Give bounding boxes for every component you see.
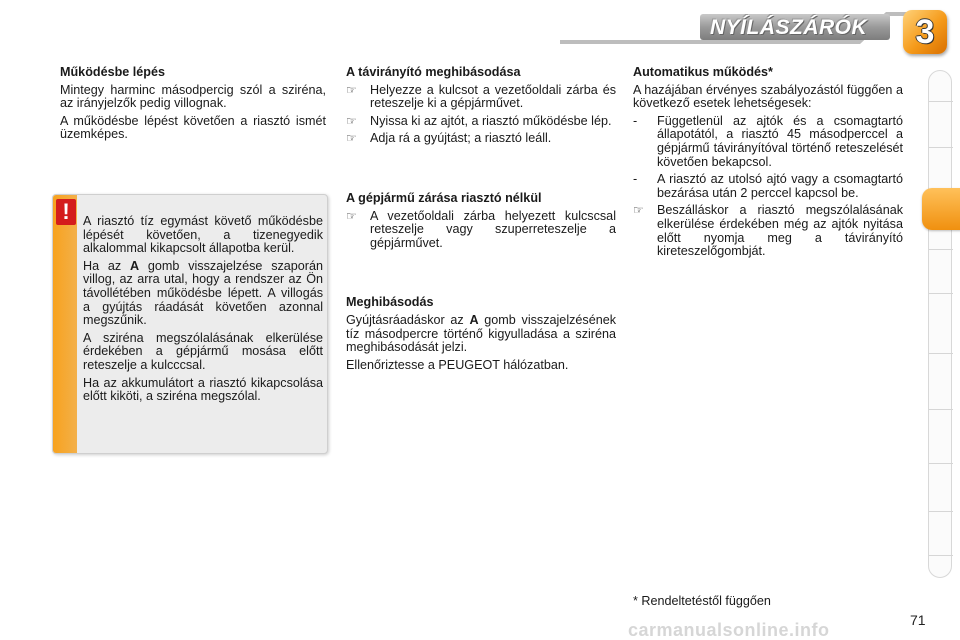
paragraph: Mintegy harminc másodpercig szól a sziréna, az irányjelzők pedig villognak. <box>60 82 326 111</box>
exclamation-icon: ! <box>56 199 76 225</box>
paragraph: Ellenőriztesse a PEUGEOT hálózatban. <box>346 357 569 372</box>
list-item-text: Adja rá a gyújtást; a riasztó leáll. <box>370 131 552 146</box>
list-item <box>346 210 616 251</box>
paragraph: A működésbe lépést követően a riasztó ismét üzemképes. <box>60 113 326 142</box>
section-heading: Meghibásodás <box>346 295 434 310</box>
text-fragment: Gyújtásráadáskor az <box>346 312 464 327</box>
tab-separator <box>929 293 953 294</box>
text-fragment: gomb visszajelzése szaporán villog, az arra utal, hogy a rendszer az Ön távollétében működésbe lépett. A villogás a gyújtás ráadását követően azonnal megszűnik. <box>83 258 323 328</box>
paragraph: A sziréna megszólalásának elkerülése érdekében a gépjármű mosása előtt reteszelje a kulcccsal. <box>83 330 323 372</box>
pointing-hand-icon: ☞ <box>346 131 357 146</box>
column-right <box>633 66 903 263</box>
tab-separator <box>929 555 953 556</box>
warning-box <box>52 194 328 454</box>
list-item <box>633 173 903 200</box>
list-item-text: Beszálláskor a riasztó megszólalásának elkerülése érdekében még az ajtók nyitása előtt nyomja meg a távirányító kireteszelőgombját. <box>657 203 903 259</box>
section-heading: Automatikus működés* <box>633 65 773 79</box>
section-heading: A gépjármű zárása riasztó nélkül <box>346 190 542 205</box>
list-item-text: Nyissa ki az ajtót, a riasztó működésbe lép. <box>370 113 612 128</box>
chapter-tabs <box>928 70 960 580</box>
key-label: A <box>469 312 479 327</box>
footnote: * Rendeltetéstől függően <box>633 594 771 608</box>
dash-marker: - <box>633 172 638 187</box>
page-number: 71 <box>910 612 926 628</box>
paragraph <box>346 314 616 355</box>
list-item <box>633 204 903 258</box>
list-item <box>346 132 616 146</box>
column-left <box>60 66 326 146</box>
chapter-tab-rail <box>928 70 952 578</box>
text-fragment: Ha az <box>83 258 122 273</box>
tab-separator <box>929 249 953 250</box>
pointing-hand-icon: ☞ <box>346 82 357 97</box>
spacer <box>346 254 616 296</box>
tab-separator <box>929 101 953 102</box>
tab-separator <box>929 409 953 410</box>
section-heading: Működésbe lépés <box>60 65 165 79</box>
list-item-text: Függetlenül az ajtók és a csomagtartó állapotától, a riasztó 45 másodperccel a gépjármű távirányítóval történő reteszelését követően bekapcsol. <box>657 113 903 169</box>
paragraph: A hazájában érvényes szabályozástól függően a következő esetek lehetségesek: <box>633 82 903 111</box>
chapter-number: 3 <box>915 13 935 51</box>
pointing-hand-icon: ☞ <box>633 203 644 218</box>
key-label: A <box>130 258 140 273</box>
dash-marker: - <box>633 113 638 128</box>
tab-separator <box>929 463 953 464</box>
chapter-tab-active <box>922 188 960 230</box>
tab-separator <box>929 511 953 512</box>
list-item-text: A vezetőoldali zárba helyezett kulcscsal reteszelje vagy szuperreteszelje a gépjárművet. <box>370 208 616 250</box>
warning-stripe <box>53 195 77 453</box>
column-middle <box>346 66 616 376</box>
list-item <box>346 115 616 129</box>
chapter-badge <box>903 10 947 54</box>
pointing-hand-icon: ☞ <box>346 208 357 223</box>
spacer <box>346 150 616 192</box>
paragraph <box>83 260 323 328</box>
list-item-text: Helyezze a kulcsot a vezetőoldali zárba és reteszelje ki a gépjárművet. <box>370 82 616 111</box>
watermark: carmanualsonline.info <box>628 620 830 640</box>
tab-separator <box>929 147 953 148</box>
paragraph: A riasztó tíz egymást követő működésbe lépését követően, a tizenegyedik alkalommal kikapcsolt állapotba kerül. <box>83 214 323 256</box>
tab-separator <box>929 353 953 354</box>
text-fragment: gomb visszajelzésének tíz másodpercre történő kigyulladása a sziréna meghibásodását jelzi. <box>346 312 617 355</box>
list-item-text: A riasztó az utolsó ajtó vagy a csomagtartó bezárása után 2 perccel kapcsol be. <box>657 172 903 200</box>
section-heading: A távirányító meghibásodása <box>346 65 521 79</box>
list-item <box>633 115 903 169</box>
chapter-title: NYÍLÁSZÁRÓK <box>710 16 868 39</box>
paragraph: Ha az akkumulátort a riasztó kikapcsolása előtt kiköti, a sziréna megszólal. <box>83 375 323 404</box>
warning-text <box>83 215 323 408</box>
list-item <box>346 84 616 111</box>
pointing-hand-icon: ☞ <box>346 113 357 128</box>
